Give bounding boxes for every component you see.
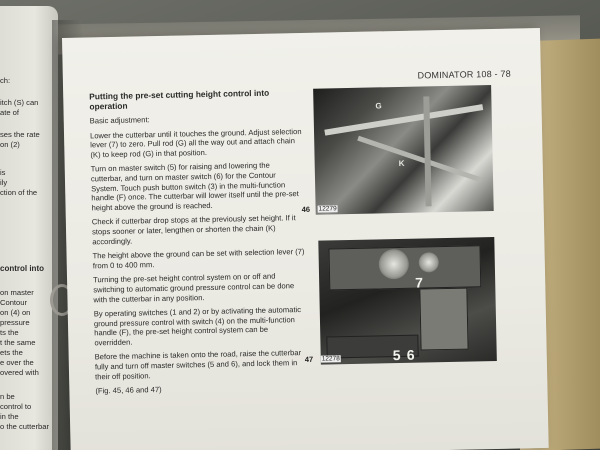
figure-label-7: 7 xyxy=(415,274,424,291)
left-fragment: o the cutterbar xyxy=(0,422,49,431)
left-fragment: itch (S) can xyxy=(0,98,39,107)
left-fragment: on master xyxy=(0,288,34,297)
paragraph: Lower the cutterbar until it touches the ground. Adjust selection lever (7) to zero. Pull rod (G) all the way out and attach chain (K) to keep rod (G) in that position. xyxy=(89,126,302,160)
left-fragment: n be xyxy=(0,392,15,401)
paragraph: Turn on master switch (5) for raising and lowering the cutterbar, and turn on master switch (6) for the Contour System. Touch push button switch (3) in the multi-function handle (F) once. The cutterbar will lower itself until the pre-set height above the ground is reached. xyxy=(90,161,299,213)
manual-page xyxy=(62,28,549,450)
left-fragment: ch: xyxy=(0,76,11,85)
left-fragment: is xyxy=(0,168,6,177)
paragraph: Basic adjustment: xyxy=(89,115,150,126)
left-fragment: in the xyxy=(0,412,19,421)
figure-number: 47 xyxy=(304,354,314,364)
left-page xyxy=(0,6,58,450)
photo-beam xyxy=(357,136,482,183)
photo-lever-panel xyxy=(419,288,468,351)
figure-number: 46 xyxy=(301,204,311,215)
left-heading: control into xyxy=(0,264,44,273)
left-fragment: ction of the xyxy=(0,188,38,197)
paragraph: Before the machine is taken onto the road, raise the cutterbar fully and turn off master switches (5 and 6), and lock them in their off position. xyxy=(94,348,302,382)
figure-47-photo xyxy=(318,237,497,365)
left-fragment: overed with xyxy=(0,368,39,377)
left-fragment: on (2) xyxy=(0,140,20,149)
running-head: DOMINATOR 108 - 78 xyxy=(417,68,511,81)
photo-beam xyxy=(324,104,483,136)
left-fragment: ts the xyxy=(0,328,19,337)
left-fragment: control to xyxy=(0,402,32,411)
paragraph: (Fig. 45, 46 and 47) xyxy=(95,385,162,396)
text-column xyxy=(89,87,307,401)
left-fragment: on (4) on xyxy=(0,308,31,317)
left-fragment: e over the xyxy=(0,358,34,367)
section-title: Putting the pre-set cutting height control into operation xyxy=(89,87,270,112)
figure-code: 12278 xyxy=(321,355,340,363)
left-fragment: Contour xyxy=(0,298,28,307)
left-fragment: pressure xyxy=(0,318,30,327)
left-fragment: ily xyxy=(0,178,8,187)
paragraph: Check if cutterbar drop stops at the previously set height. If it stops sooner or later, lengthen or shorten the chain (K) accordingly. xyxy=(91,213,296,246)
paragraph: The height above the ground can be set with selection lever (7) from 0 to 400 mm. xyxy=(92,247,305,271)
left-fragment: t the same xyxy=(0,338,36,347)
figure-46-photo xyxy=(313,85,494,215)
left-fragment: ate of xyxy=(0,108,19,117)
figure-code: 12279 xyxy=(318,205,337,213)
figure-label-g: G xyxy=(375,101,382,111)
paragraph: By operating switches (1 and 2) or by activating the automatic ground pressure control with switch (4) on the multi-function handle (F), the pre-set height control system can be overridden. xyxy=(93,305,302,348)
figure-label-5: 5 xyxy=(392,346,401,364)
figure-label-k: K xyxy=(398,158,405,168)
left-fragment: ses the rate xyxy=(0,130,40,139)
left-fragment: ets the xyxy=(0,348,23,357)
figure-label-6: 6 xyxy=(406,346,415,363)
paragraph: Turning the pre-set height control system on or off and switching to automatic ground pressure control can be done with the cutterbar in any position. xyxy=(92,271,295,304)
